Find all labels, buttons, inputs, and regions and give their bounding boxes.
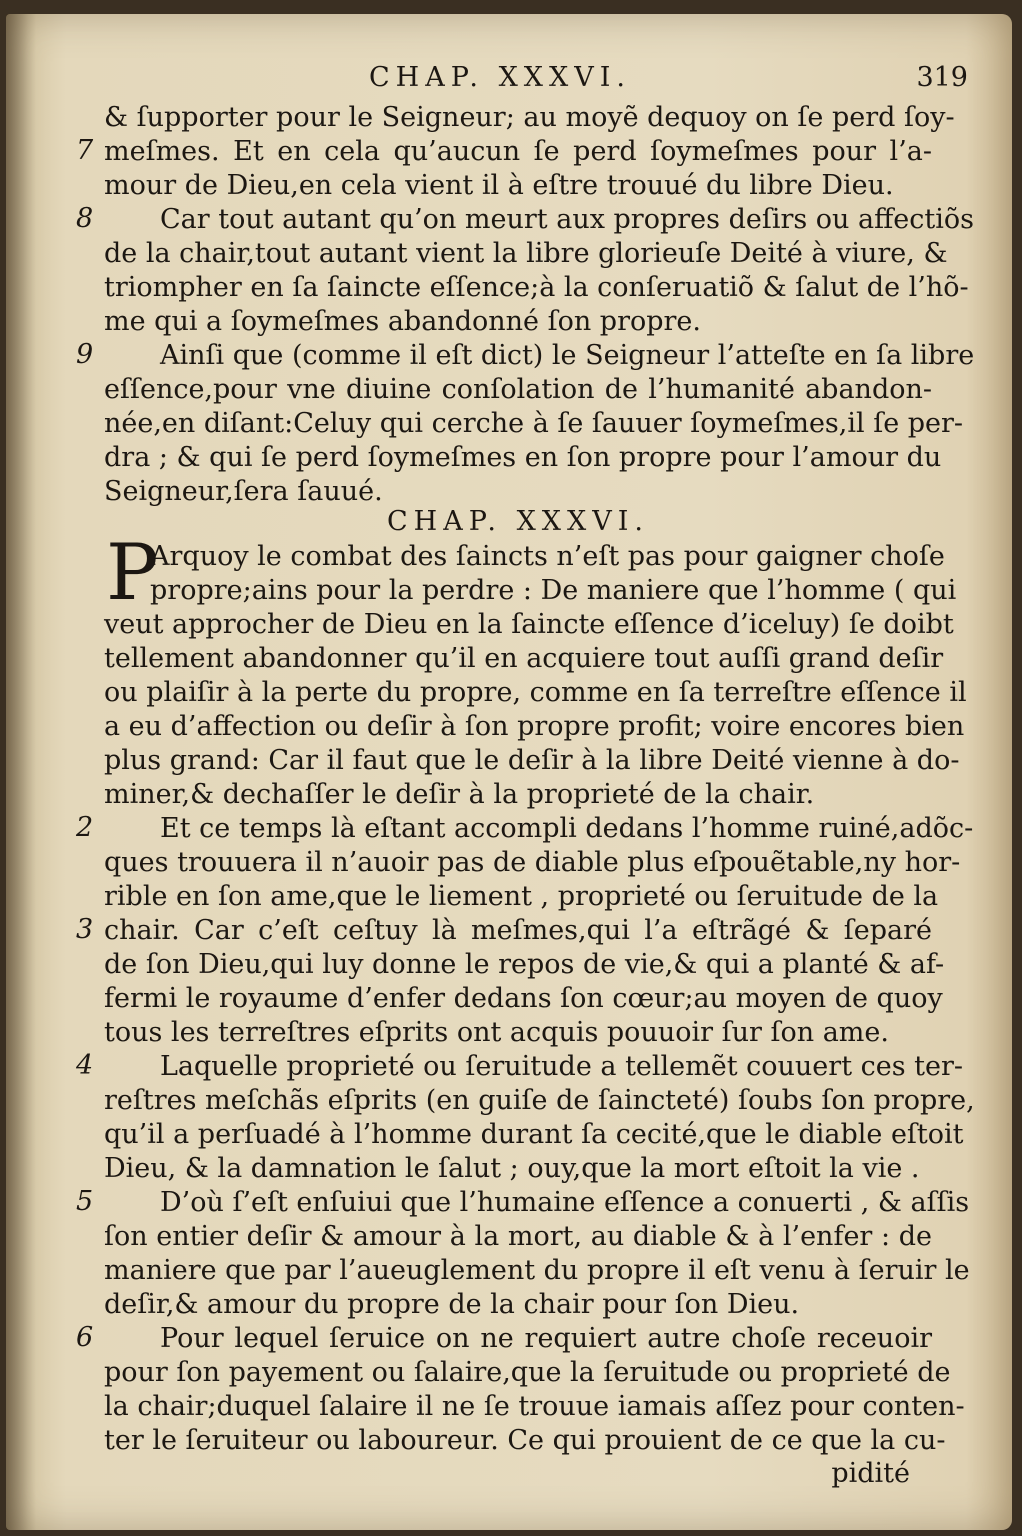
text-line: Seigneur,ſera ſauué. (104, 476, 383, 507)
folio-number: 319 (916, 62, 968, 93)
text-line: ou plaiſir à la perte du propre, comme en ſa terreſtre eſſence il (104, 677, 967, 708)
text-line: Dieu, & la damnation le ſalut ; ouy,que la mort eſtoit la vie . (104, 1153, 920, 1184)
text-line: née,en diſant:Celuy qui cerche à ſe ſauuer ſoymeſmes,il ſe per- (104, 408, 964, 439)
text-line: eſſence,pour vne diuine conſolation de l’humanité abandon- (104, 374, 932, 405)
text-line: reſtres meſchãs eſprits (en guiſe de ſaincteté) ſoubs ſon propre, (104, 1085, 975, 1116)
text-line: mour de Dieu,en cela vient il à eſtre trouué du libre Dieu. (104, 170, 894, 201)
verse-number: 7 (76, 135, 94, 166)
verse-number: 2 (76, 812, 94, 843)
text-line: rible en ſon ame,que le liement , proprieté ou ſeruitude de la (104, 881, 939, 912)
catchword: pidité (831, 1458, 910, 1489)
verse-number: 8 (76, 203, 94, 234)
text-line: Et ce temps là eſtant accompli dedans l’homme ruiné,adõc- (160, 813, 974, 844)
verse-number: 3 (76, 914, 94, 945)
text-line: D’où ſ’eſt enſuiui que l’humaine eſſence a conuerti , & aſſis (160, 1187, 970, 1218)
chapter-heading: CHAP. XXXVI. (387, 506, 649, 537)
text-line: veut approcher de Dieu en la ſaincte eſſence d’iceluy) ſe doibt (104, 609, 954, 640)
text-line: de ſon Dieu,qui luy donne le repos de vie,& qui a planté & af- (104, 949, 945, 980)
text-line: me qui a ſoymeſmes abandonné ſon propre. (104, 306, 701, 337)
text-line: Laquelle proprieté ou ſeruitude a tellemẽt couuert ces ter- (160, 1051, 964, 1082)
text-line: pour ſon payement ou ſalaire,que la ſeruitude ou proprieté de (104, 1357, 951, 1388)
text-line: tellement abandonner qu’il en acquiere tout auſſi grand deſir (104, 643, 944, 674)
text-line: la chair;duquel ſalaire il ne ſe trouue iamais aſſez pour conten- (104, 1391, 965, 1422)
text-line: deſir,& amour du propre de la chair pour ſon Dieu. (104, 1289, 800, 1320)
text-line: chair. Car c’eſt ceſtuy là meſmes,qui l’a eſtrãgé & ſeparé (104, 915, 932, 946)
text-line: Arquoy le combat des ſaincts n’eſt pas pour gaigner choſe (150, 541, 945, 572)
verse-number: 4 (76, 1050, 94, 1081)
text-line: Car tout autant qu’on meurt aux propres deſirs ou affectiõs (160, 204, 975, 235)
running-head (104, 62, 968, 96)
text-line: Pour lequel ſeruice on ne requiert autre choſe receuoir (160, 1323, 932, 1354)
text-line: meſmes. Et en cela qu’aucun ſe perd ſoymeſmes pour l’a- (104, 136, 932, 167)
text-line: miner,& dechaſſer le deſir à la proprieté de la chair. (104, 779, 815, 810)
binding-gutter (6, 14, 36, 1530)
text-line: ter le ſeruiteur ou laboureur. Ce qui prouient de ce que la cu- (104, 1425, 946, 1456)
text-line: & ſupporter pour le Seigneur; au moyẽ dequoy on ſe perd ſoy- (104, 102, 955, 133)
text-line: fermi le royaume d’enfer dedans ſon cœur;au moyen de quoy (104, 983, 943, 1014)
text-line: triompher en ſa ſaincte eſſence;à la conſeruatiõ & ſalut de l’hõ- (104, 272, 969, 303)
drop-capital: P (106, 528, 159, 618)
text-line: qu’il a perſuadé à l’homme durant ſa cecité,que le diable eſtoit (104, 1119, 964, 1150)
verse-number: 6 (76, 1322, 94, 1353)
text-line: dra ; & qui ſe perd ſoymeſmes en ſon propre pour l’amour du (104, 442, 942, 473)
running-head-title: CHAP. XXXVI. (369, 62, 631, 93)
text-line: tous les terreſtres eſprits ont acquis pouuoir ſur ſon ame. (104, 1017, 889, 1048)
verse-number: 9 (76, 339, 94, 370)
text-line: ſon entier deſir & amour à la mort, au diable & à l’enfer : de (104, 1221, 932, 1252)
text-line: propre;ains pour la perdre : De maniere que l’homme ( qui (150, 575, 957, 606)
text-line: de la chair,tout autant vient la libre glorieuſe Deité à viure, & (104, 238, 948, 269)
text-line: maniere que par l’aueuglement du propre il eſt venu à ſeruir le (104, 1255, 970, 1286)
text-line: a eu d’affection ou deſir à ſon propre profit; voire encores bien (104, 711, 965, 742)
text-line: Ainſi que (comme il eſt dict) le Seigneur l’atteſte en ſa libre (160, 340, 975, 371)
text-line: ques trouuera il n’auoir pas de diable plus eſpouẽtable,ny hor- (104, 847, 961, 878)
top-text-block (104, 101, 975, 509)
verse-number: 5 (76, 1186, 94, 1217)
chapter-text-block (104, 528, 975, 1458)
text-line: plus grand: Car il faut que le deſir à la libre Deité vienne à do- (104, 745, 960, 776)
